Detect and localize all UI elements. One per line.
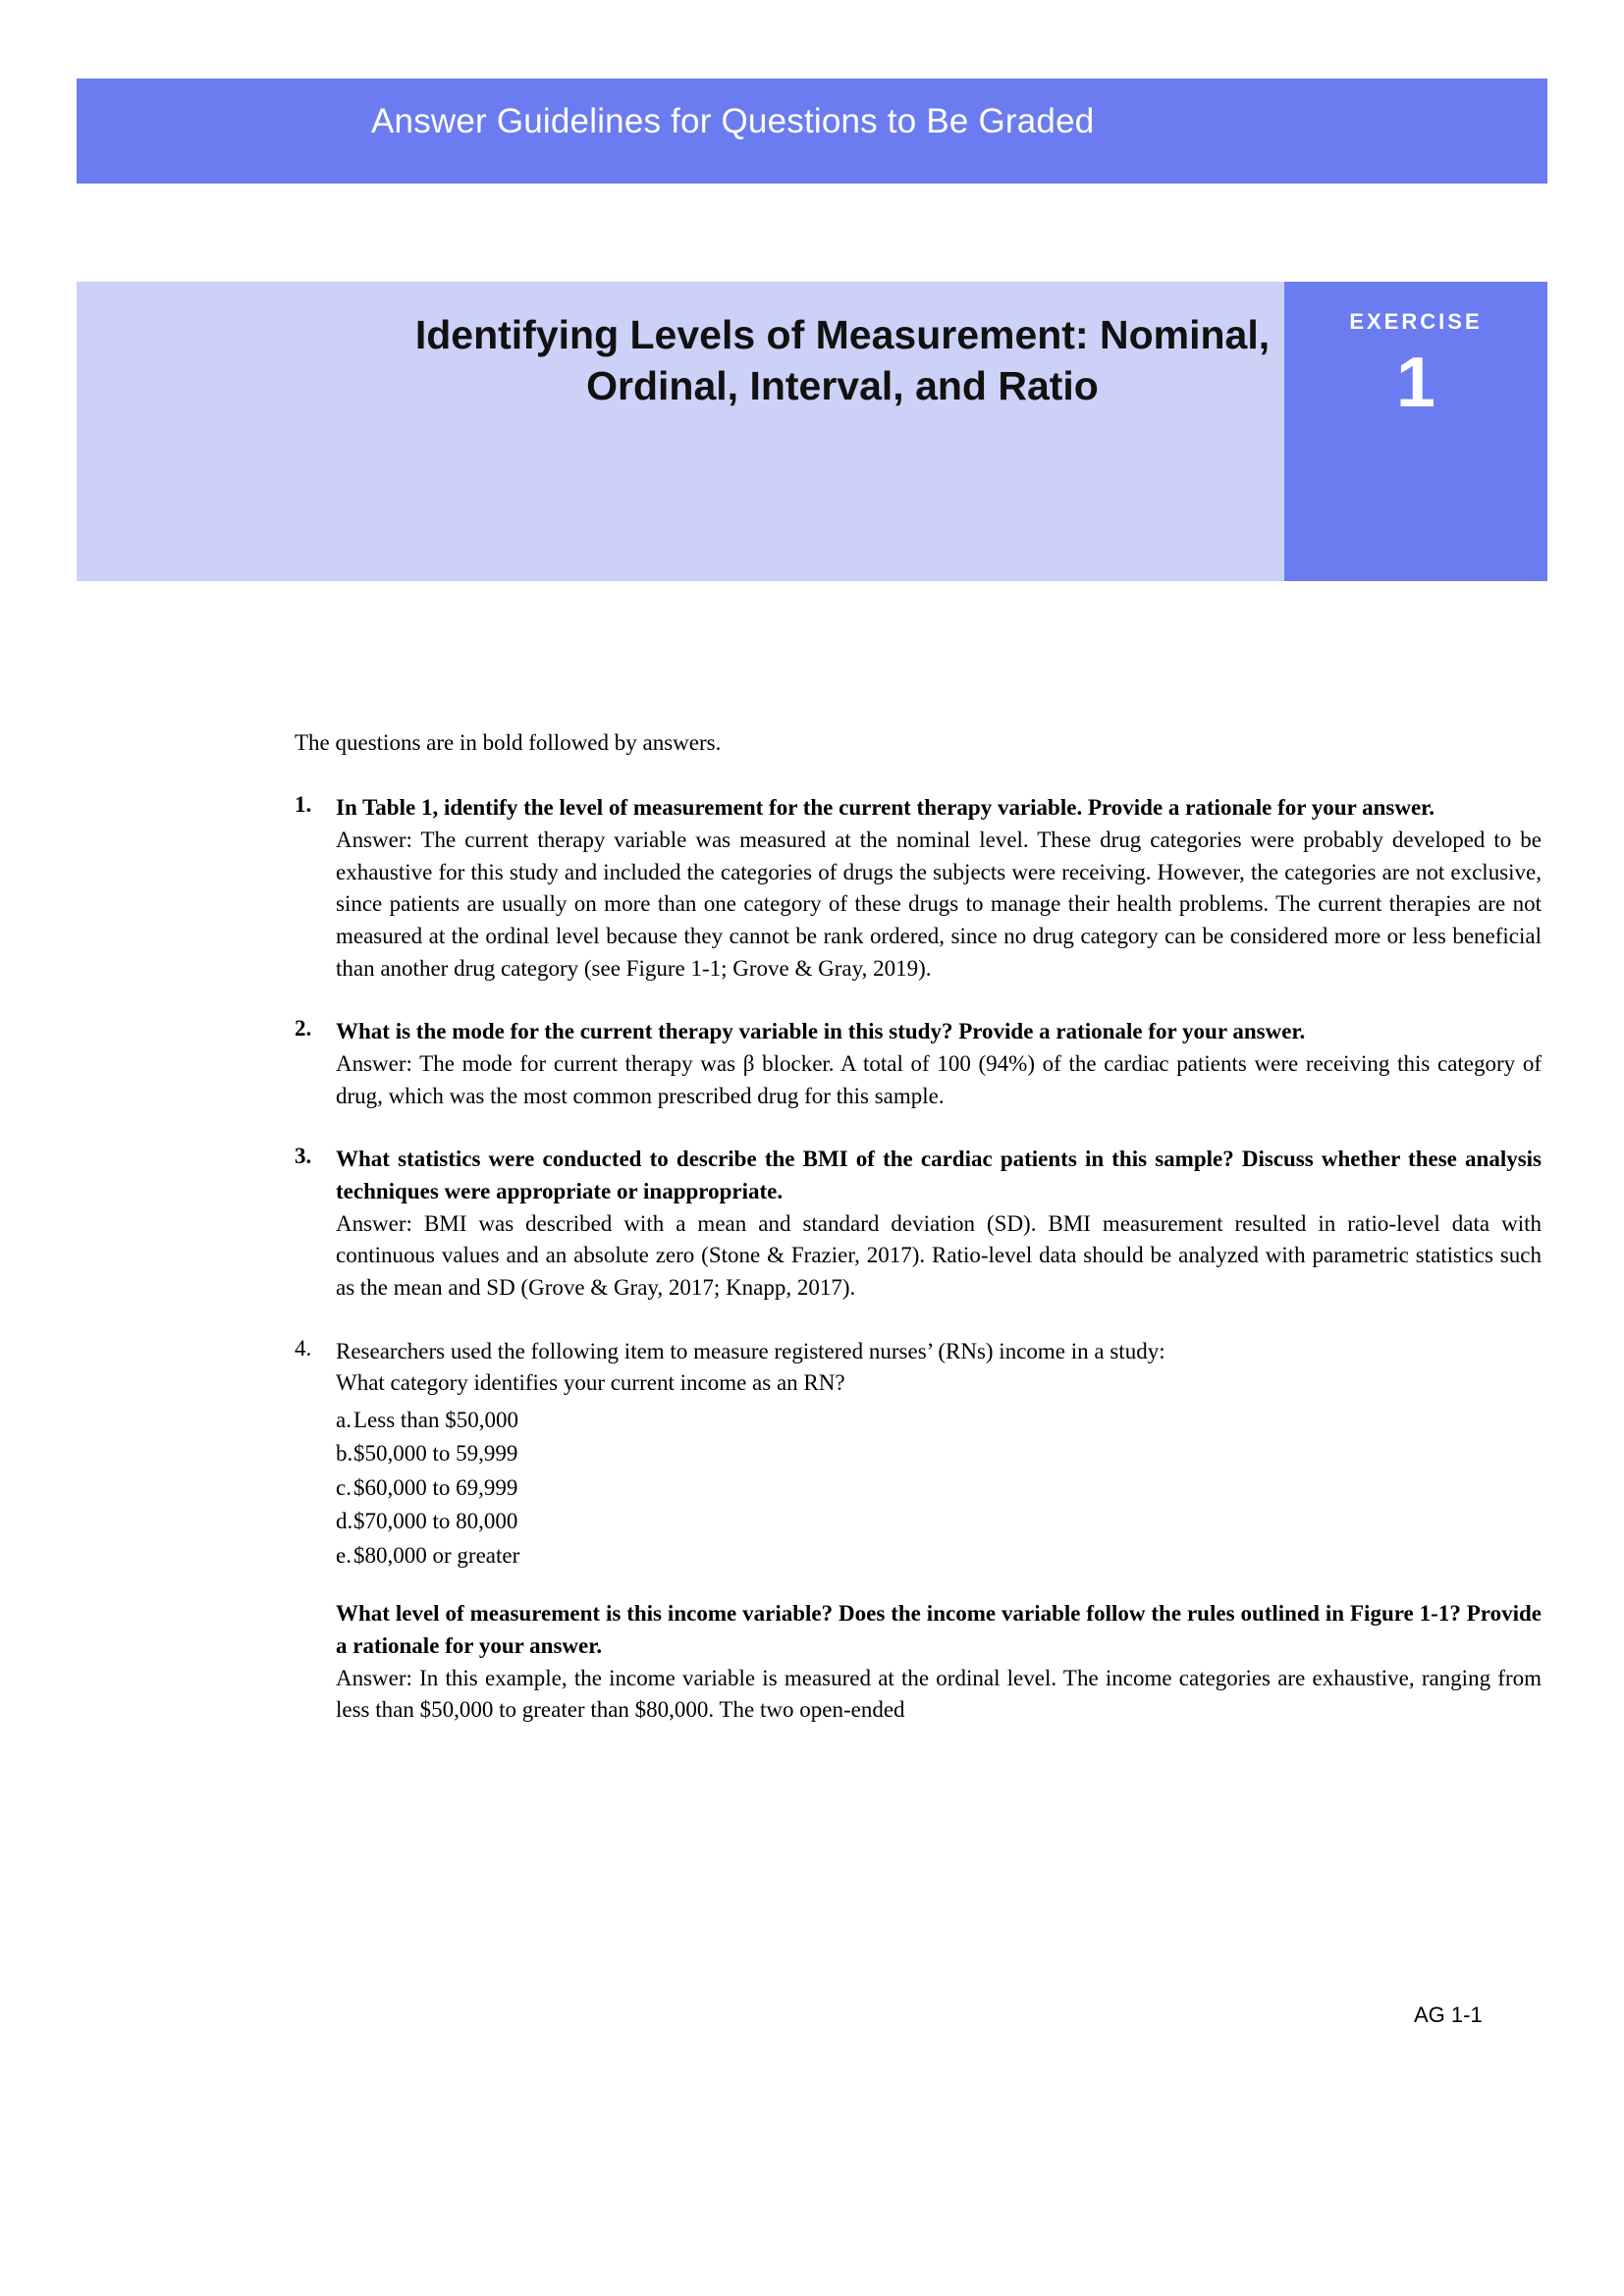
exercise-number: 1 [1395, 344, 1436, 422]
list-item [336, 1404, 1542, 1438]
question-text: Researchers used the following item to measure registered nurses’ (RNs) income in a study: [336, 1338, 1165, 1363]
option-letter: b. [336, 1441, 353, 1467]
exercise-badge [1284, 282, 1547, 581]
qa-item-4 [295, 1336, 1542, 1727]
header-banner [77, 79, 1547, 184]
body-content [295, 726, 1542, 1758]
list-item [336, 1539, 1542, 1574]
list-item [336, 1505, 1542, 1539]
exercise-title-block [77, 282, 1547, 581]
page-footer: AG 1-1 [1414, 2002, 1483, 2027]
question-text-secondary: What level of measurement is this income variable? Does the income variable follow the rules outlined in Figure 1-1? Provide a rationale for your answer. [336, 1601, 1542, 1658]
option-letter: a. [336, 1407, 352, 1432]
option-letter: c. [336, 1474, 352, 1500]
question-text: In Table 1, identify the level of measurement for the current therapy variable. Provide a rationale for your answer. [336, 795, 1435, 821]
qa-item-3 [295, 1144, 1542, 1304]
banner-title: Answer Guidelines for Questions to Be Graded [371, 102, 1095, 140]
option-text: Less than $50,000 [353, 1407, 519, 1432]
option-letter: e. [336, 1542, 352, 1568]
question-text: What statistics were conducted to describe the BMI of the cardiac patients in this sample? Discuss whether these analysis techniques were appropriate or inappropriate. [336, 1147, 1542, 1203]
qa-item-1 [295, 792, 1542, 985]
answer-text: Answer: The current therapy variable was measured at the nominal level. These drug categories were probably developed to be exhaustive for this study and included the categories of drugs the subjects were receiving. However, the categories are not exclusive, since patients are usually on more than one category of these drugs to manage their health problems. The current therapies are not measured at the ordinal level because they cannot be rank ordered, since no drug category can be considered more or less beneficial than another drug category (see Figure 1-1; Grove & Gray, 2019). [336, 828, 1542, 981]
qa-number: 3. [295, 1144, 312, 1169]
qa-number: 4. [295, 1335, 312, 1361]
option-text: $80,000 or greater [353, 1542, 520, 1568]
answer-text: Answer: BMI was described with a mean and standard deviation (SD). BMI measurement resulted in ratio-level data with continuous values and an absolute zero (Stone & Frazier, 2017). Ratio-level data should be analyzed with parametric statistics such as the mean and SD (Grove & Gray, 2017; Knapp, 2017). [336, 1210, 1542, 1300]
option-letter: d. [336, 1509, 353, 1534]
page-title: Identifying Levels of Measurement: Nominal, Ordinal, Interval, and Ratio [414, 312, 1271, 409]
income-options-list [336, 1404, 1542, 1574]
answer-text: Answer: In this example, the income variable is measured at the ordinal level. The income categories are exhaustive, ranging from less than $50,000 to greater than $80,000. The two open-ended [336, 1665, 1542, 1723]
exercise-label: EXERCISE [1349, 309, 1483, 334]
qa-number: 1. [295, 792, 312, 818]
list-item [336, 1437, 1542, 1471]
answer-text: Answer: The mode for current therapy was β blocker. A total of 100 (94%) of the cardiac patients were receiving this category of drug, which was the most common prescribed drug for this sample. [336, 1050, 1542, 1108]
option-text: $70,000 to 80,000 [353, 1509, 518, 1534]
list-item [336, 1471, 1542, 1506]
qa-number: 2. [295, 1016, 312, 1041]
qa-item-2 [295, 1016, 1542, 1112]
question-subline: What category identifies your current income as an RN? [336, 1370, 845, 1396]
option-text: $60,000 to 69,999 [353, 1474, 518, 1500]
intro-text: The questions are in bold followed by answers. [295, 730, 722, 755]
question-text: What is the mode for the current therapy variable in this study? Provide a rationale for your answer. [336, 1019, 1306, 1044]
option-text: $50,000 to 59,999 [353, 1441, 518, 1467]
